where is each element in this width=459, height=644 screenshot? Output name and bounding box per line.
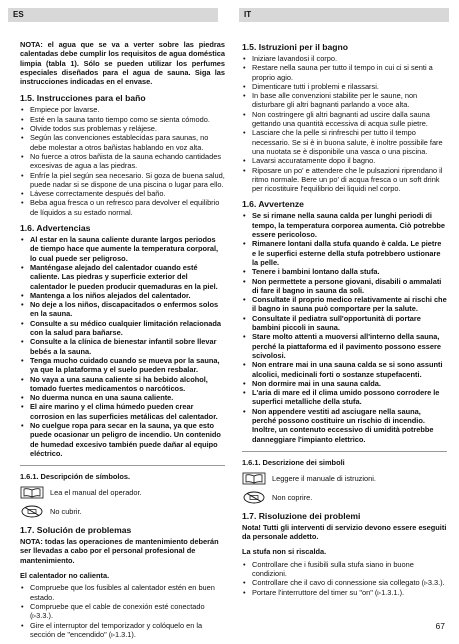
symbol-label: Leggere il manuale di istruzioni.: [272, 473, 376, 483]
list-item: • Beba agua fresca o un refresco para devolver el equilibrio de líquidos a su estado normal.: [20, 198, 225, 217]
list-item: • Restare nella sauna per tutto il tempo in cui ci si senti a proprio agio.: [242, 63, 447, 82]
list-item: • Según las convenciones establecidas para saunas, no debe molestar a otros bañistas hablando en voz alta.: [20, 133, 225, 152]
page-header: [0, 8, 459, 22]
list-item: • Non appendere vestiti ad asciugare nella sauna, perché possono costituire un rischio di incendio. Inoltre, un contenuto eccessivo di umidità potrebbe danneggiare l'impianto elettrico.: [242, 407, 447, 444]
list-item: • Iniziare lavandosi il corpo.: [242, 54, 447, 63]
list-item: • In base alle convenzioni stabilite per le saune, non disturbare gli altri bagnanti parlando a voce alta.: [242, 91, 447, 110]
list-item: • Olvide todos sus problemas y relájese.: [20, 124, 225, 133]
list-item: • Enfríe la piel según sea necesario. Si goza de buena salud, puede nadar si se dispone de una piscina o lugar para ello.: [20, 171, 225, 190]
section-title: 1.5. Istruzioni per il bagno: [242, 42, 349, 52]
bathing-instructions-list: [20, 105, 225, 217]
book-icon: [20, 486, 44, 499]
list-item: • Al estar en la sauna caliente durante largos periodos de tiempo hace que aumente la temperatura corporal, lo cual puede ser peligroso.: [20, 235, 225, 263]
symbol-row-manual: [242, 471, 447, 486]
subsection-title: 1.6.1. Descripción de símbolos.: [20, 472, 131, 482]
troubleshooting-list: [242, 560, 447, 597]
list-item: • Consulte a la clínica de bienestar infantil sobre llevar bebés a la sauna.: [20, 337, 225, 356]
book-icon: [242, 472, 266, 485]
subsection-title: 1.6.1. Descrizione dei simboli: [242, 457, 345, 467]
list-item: • Non costringere gli altri bagnanti ad uscire dalla sauna gettando una quantità eccessiva di acqua sulle pietre.: [242, 110, 447, 129]
section-title: 1.7. Solución de problemas: [20, 525, 132, 536]
symbol-row-manual: [20, 485, 225, 500]
service-note: Nota! Tutti gli interventi di servizio devono essere eseguiti da personale addetto.: [242, 522, 447, 542]
list-item: • No fuerce a otros bañista de la sauna echando cantidades excesivas de agua a las piedras.: [20, 152, 225, 171]
symbol-row-cover: [20, 504, 225, 519]
section-title: 1.6. Avvertenze: [242, 199, 304, 210]
list-item: • Controllare che il cavo di connessione sia collegato (▹3.3.).: [242, 578, 447, 587]
column-it: [242, 42, 447, 597]
list-item: • Non entrare mai in una sauna calda se si sono assunti alcolici, medicinali forti o sostanze stupefacenti.: [242, 360, 447, 379]
language-tab-it: IT: [239, 8, 449, 22]
problem-heading: El calentador no calienta.: [20, 571, 110, 581]
list-item: • Dimenticare tutti i problemi e rilassarsi.: [242, 82, 447, 91]
list-item: • Controllare che i fusibili sulla stufa siano in buone condizioni.: [242, 560, 447, 579]
list-item: • Tenga mucho cuidado cuando se mueva por la sauna, ya que la plataforma y el suelo pueden resbalar.: [20, 356, 225, 375]
list-item: • Riposare un po' e attendere che le pulsazioni riprendano il ritmo normale. Bere un po' di acqua fresca o un soft drink per ricostituire l'equilibrio dei liquidi nel corpo.: [242, 166, 447, 194]
list-item: • Consulte a su médico cualquier limitación relacionada con la salud para bañarse.: [20, 319, 225, 338]
list-item: • L'aria di mare ed il clima umido possono corrodere le superfici metalliche della stufa.: [242, 388, 447, 407]
symbol-label: Non coprire.: [272, 492, 313, 502]
section-title: 1.6. Advertencias: [20, 223, 91, 234]
divider: [242, 451, 447, 452]
section-title: 1.5. Instrucciones para el baño: [20, 93, 146, 104]
list-item: • Rimanere lontani dalla stufa quando è calda. Le pietre e le superfici esterne della stufa potrebbero ustionare la pelle.: [242, 239, 447, 267]
list-item: • Lasciare che la pelle si rinfreschi per tutto il tempo necessario. Se si è in buona salute, è inoltre possibile fare una nuotata se è disponibile una vasca o una piscina.: [242, 128, 447, 156]
symbol-row-cover: [242, 490, 447, 505]
list-item: • Non dormire mai in una sauna calda.: [242, 379, 447, 388]
list-item: • Stare molto attenti a muoversi all'interno della sauna, perché la piattaforma ed il pavimento possono essere scivolosi.: [242, 332, 447, 360]
troubleshooting-list: [20, 583, 225, 639]
list-item: • Se si rimane nella sauna calda per lunghi periodi di tempo, la temperatura corporea aumenta. Ciò potrebbe essere pericoloso.: [242, 211, 447, 239]
list-item: • Consultate il proprio medico relativamente ai rischi che il bagno in sauna può comportare per la salute.: [242, 295, 447, 314]
divider: [20, 465, 225, 466]
water-note: NOTA: el agua que se va a verter sobre las piedras calentadas debe cumplir los requisitos de agua doméstica limpia (tabla 1). Sólo se pueden utilizar los perfumes especiales diseñados para el agua de sauna. Siga las instrucciones indicadas en el envase.: [20, 40, 225, 87]
list-item: • No duerma nunca en una sauna caliente.: [20, 393, 225, 402]
no-cover-icon: [242, 491, 266, 504]
list-item: • Tenere i bambini lontano dalla stufa.: [242, 267, 447, 276]
list-item: • El aire marino y el clima húmedo pueden crear corrosion en las superficies metálicas del calentador.: [20, 402, 225, 421]
column-es: [20, 40, 225, 639]
list-item: • Lávese correctamente después del baño.: [20, 189, 225, 198]
page-number: 67: [435, 621, 445, 631]
service-note: NOTA: todas las operaciones de mantenimiento deberán ser llevadas a cabo por el personal profesional de mantenimiento.: [20, 537, 219, 565]
language-tab-es: ES: [8, 8, 218, 22]
list-item: • Portare l'interruttore del timer su "on" (▹1.3.1.).: [242, 588, 447, 597]
no-cover-icon: [20, 505, 44, 518]
warnings-list: [242, 211, 447, 443]
warnings-list: [20, 235, 225, 458]
problem-heading: La stufa non si riscalda.: [242, 547, 327, 557]
list-item: • Consultate il pediatra sull'opportunità di portare bambini piccoli in sauna.: [242, 314, 447, 333]
list-item: • Compruebe que el cable de conexión esté conectado (▹3.3.).: [20, 602, 225, 621]
list-item: • Esté en la sauna tanto tiempo como se sienta cómodo.: [20, 115, 225, 124]
list-item: • No cuelgue ropa para secar en la sauna, ya que esto puede ocasionar un peligro de incendio. Un contenido de humedad excesivo también puede dañar al equipo eléctrico.: [20, 421, 225, 458]
list-item: • Empiece por lavarse.: [20, 105, 225, 114]
bathing-instructions-list: [242, 54, 447, 193]
list-item: • No vaya a una sauna caliente si ha bebido alcohol, tomado fuertes medicamentos o narcóticos.: [20, 375, 225, 394]
list-item: • Compruebe que los fusibles al calentador estén en buen estado.: [20, 583, 225, 602]
list-item: • Lavarsi accuratamente dopo il bagno.: [242, 156, 447, 165]
list-item: • Gire el interruptor del temporizador y colóquelo en la sección de "encendido" (▹1.3.1).: [20, 621, 225, 640]
list-item: • Non permettete a persone giovani, disabili o ammalati di fare il bagno in sauna da soli.: [242, 277, 447, 296]
symbol-label: No cubrir.: [50, 507, 82, 517]
list-item: • Manténgase alejado del calentador cuando esté caliente. Las piedras y superficie exterior del calentador le pueden producir quemaduras en la piel.: [20, 263, 225, 291]
list-item: • Mantenga a los niños alejados del calentador.: [20, 291, 225, 300]
symbol-label: Lea el manual del operador.: [50, 488, 142, 498]
list-item: • No deje a los niños, discapacitados o enfermos solos en la sauna.: [20, 300, 225, 319]
section-title: 1.7. Risoluzione dei problemi: [242, 510, 361, 521]
